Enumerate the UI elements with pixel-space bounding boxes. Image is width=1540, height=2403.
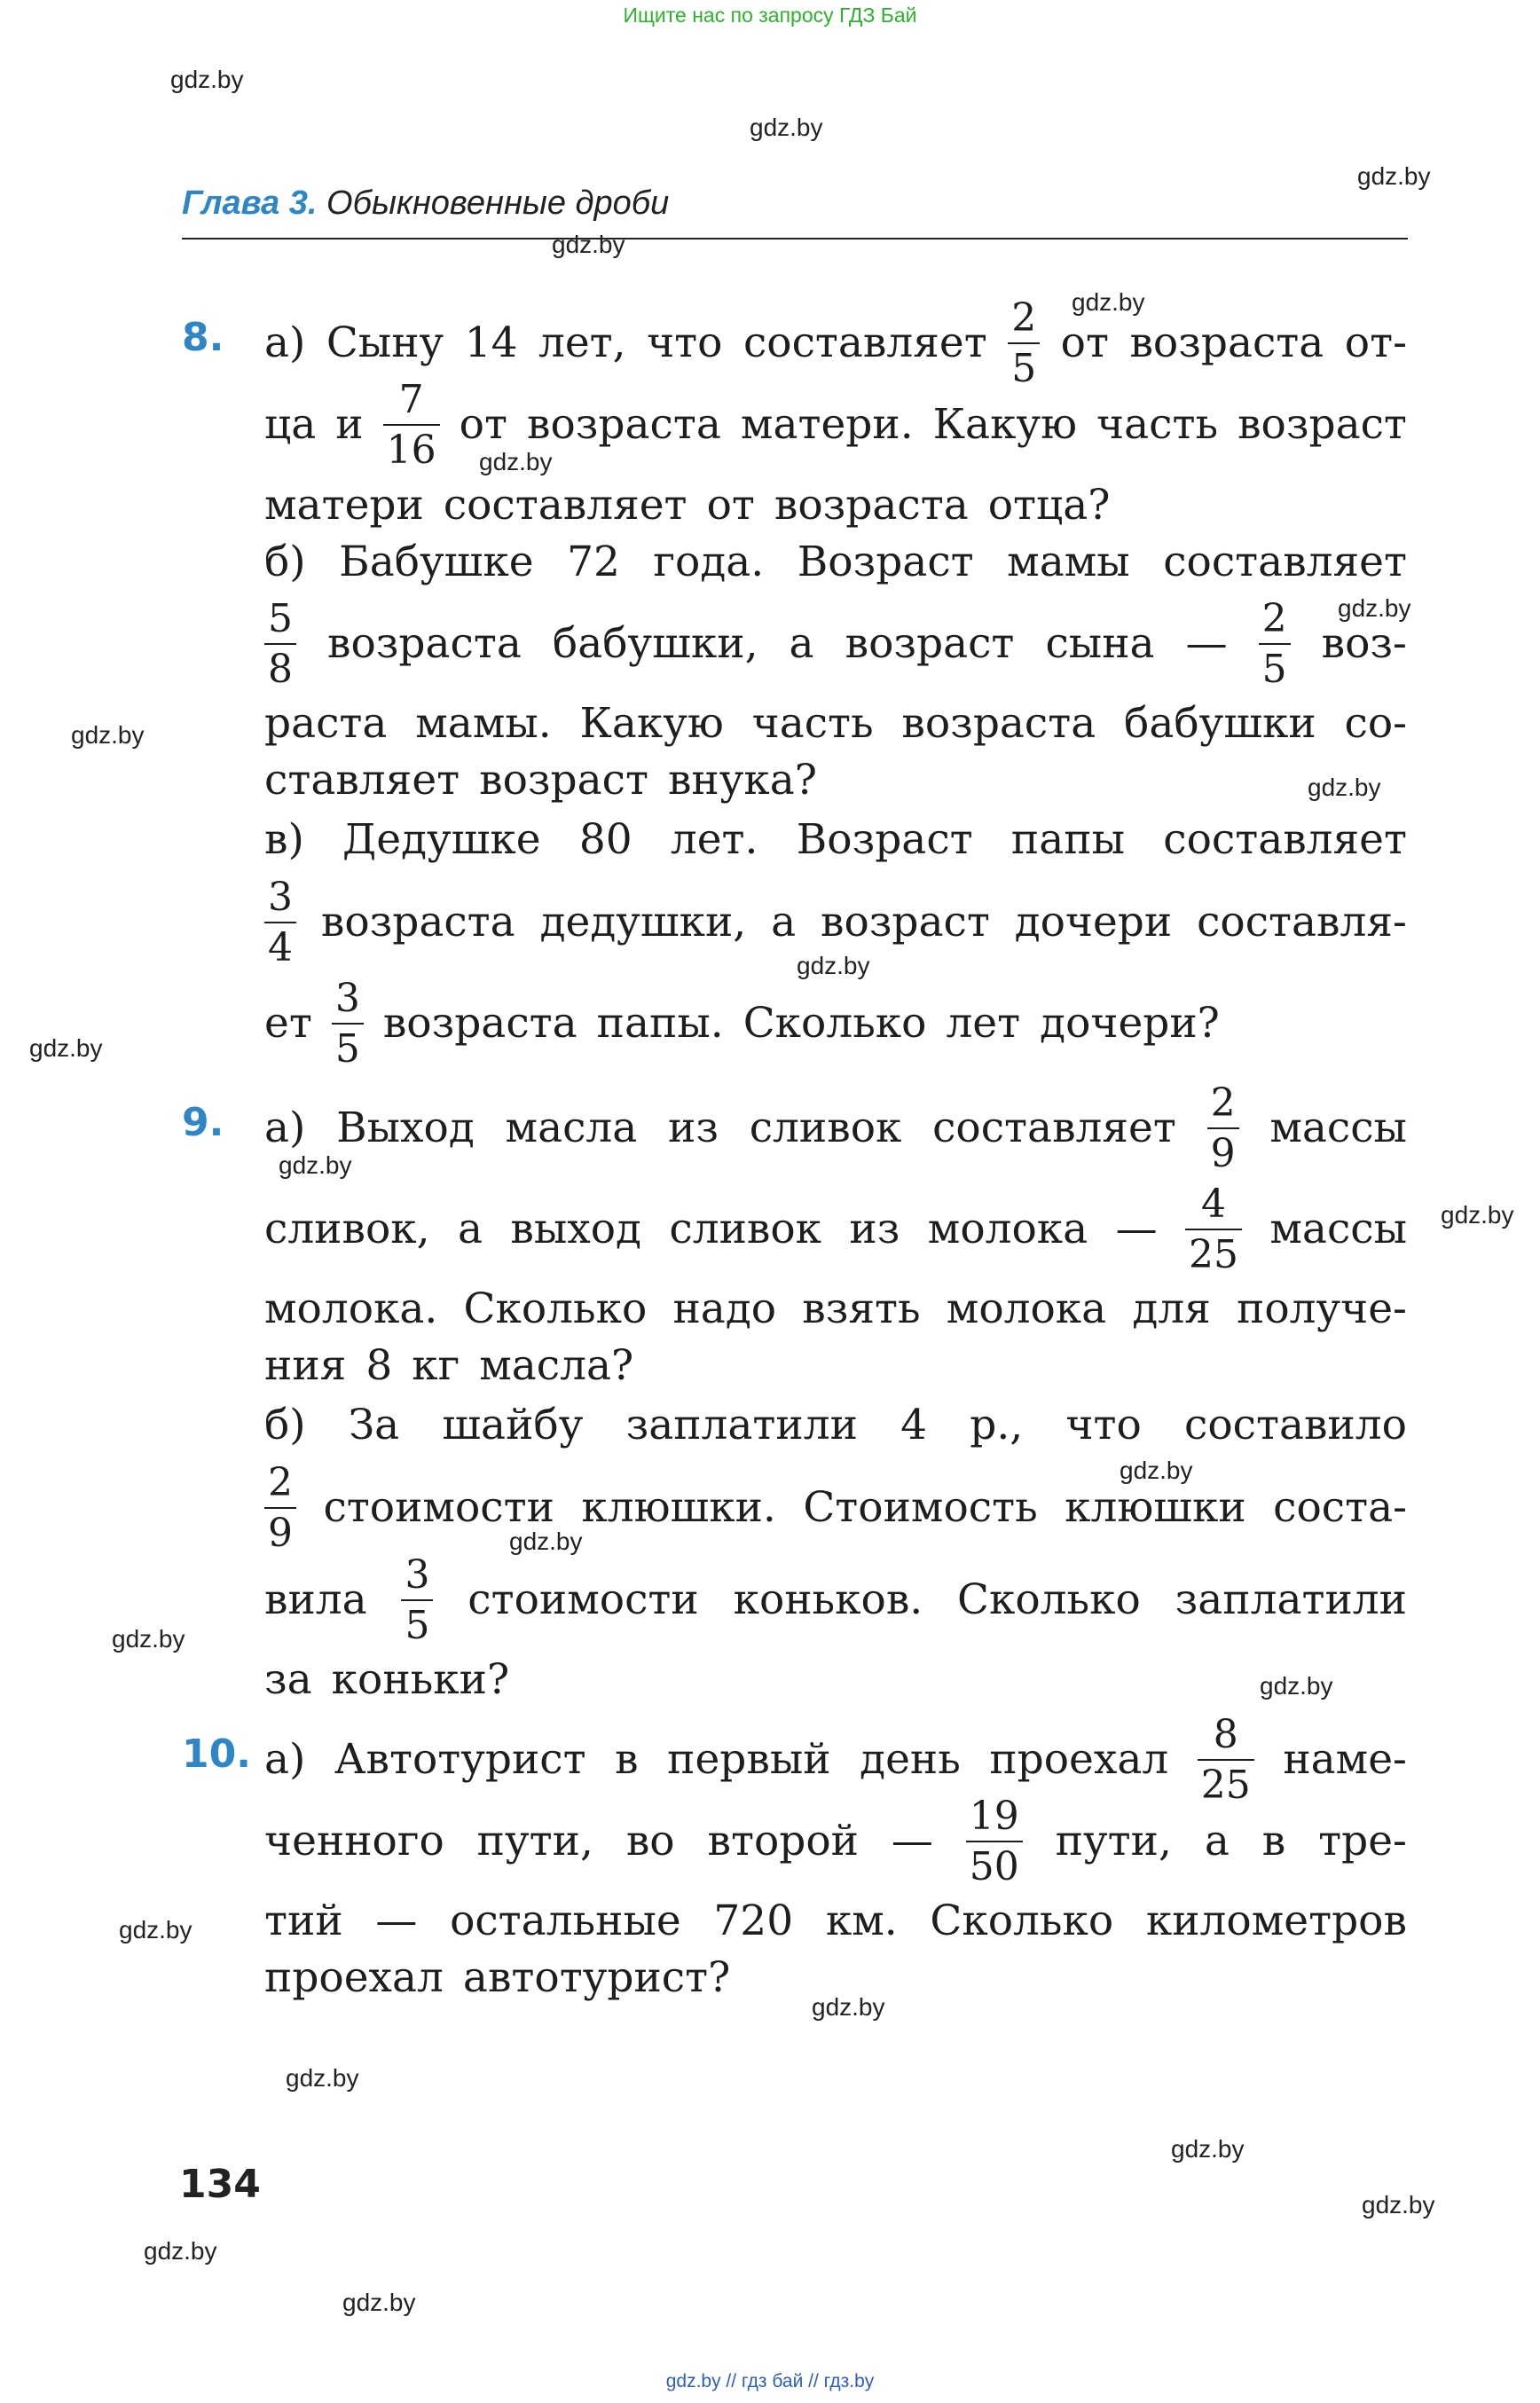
fraction-numerator: 3 bbox=[405, 1551, 430, 1598]
word: заплатили bbox=[625, 1401, 858, 1449]
fraction-numerator: 2 bbox=[268, 1459, 293, 1505]
problem-number-8: 8. bbox=[182, 315, 224, 360]
watermark: gdz.by bbox=[1357, 162, 1431, 190]
fraction-numerator: 5 bbox=[268, 595, 293, 641]
word: лет, bbox=[538, 318, 626, 367]
word: молока. bbox=[264, 1284, 438, 1333]
word: Сколько bbox=[742, 999, 927, 1048]
word: вила bbox=[264, 1575, 367, 1624]
word: проехал bbox=[989, 1735, 1169, 1784]
word: шайбу bbox=[442, 1401, 584, 1449]
word: составляет bbox=[1163, 538, 1407, 586]
word: а bbox=[1204, 1817, 1230, 1865]
word: в bbox=[615, 1735, 639, 1784]
header-rule bbox=[182, 238, 1408, 240]
watermark: gdz.by bbox=[1260, 1672, 1333, 1700]
word: составля- bbox=[1197, 898, 1407, 946]
word: возраст bbox=[845, 619, 1015, 668]
word: ставляет bbox=[264, 756, 460, 805]
word: Какую bbox=[932, 400, 1078, 449]
word: Сколько bbox=[463, 1284, 648, 1333]
word: наме- bbox=[1283, 1735, 1407, 1784]
problem-line bbox=[264, 1893, 1407, 1950]
problem-line bbox=[264, 1793, 1407, 1889]
fraction-denominator: 5 bbox=[1008, 342, 1040, 389]
word: молока bbox=[946, 1284, 1107, 1333]
word: день bbox=[860, 1735, 961, 1784]
problem-line bbox=[264, 975, 1407, 1072]
watermark: gdz.by bbox=[170, 66, 244, 93]
watermark: gdz.by bbox=[552, 231, 625, 258]
word: — bbox=[891, 1817, 933, 1865]
word: возраста bbox=[774, 481, 969, 530]
fraction bbox=[1207, 1080, 1239, 1176]
word: автотурист? bbox=[462, 1953, 731, 2002]
word: из bbox=[668, 1103, 719, 1152]
word: от- bbox=[1344, 318, 1407, 367]
top-banner: Ищите нас по запросу ГДЗ Бай bbox=[623, 4, 917, 27]
word: возраста bbox=[1129, 318, 1324, 367]
problem-line bbox=[264, 1551, 1407, 1648]
word: сливок, bbox=[264, 1205, 430, 1253]
word: из bbox=[849, 1205, 900, 1253]
watermark: gdz.by bbox=[29, 1034, 103, 1062]
word: коньков. bbox=[733, 1575, 923, 1624]
problem-number-10: 10. bbox=[182, 1732, 251, 1777]
fraction bbox=[1008, 294, 1040, 391]
word: а) bbox=[264, 1735, 306, 1784]
problem-line bbox=[264, 1338, 1407, 1394]
word: получе- bbox=[1237, 1284, 1407, 1333]
word: для bbox=[1132, 1284, 1211, 1333]
watermark: gdz.by bbox=[1308, 774, 1381, 801]
word: составляет bbox=[932, 1103, 1176, 1152]
word: матери bbox=[264, 481, 424, 530]
fraction bbox=[1259, 595, 1291, 692]
watermark: gdz.by bbox=[479, 448, 553, 475]
watermark: gdz.by bbox=[1072, 288, 1145, 316]
fraction-denominator: 50 bbox=[966, 1841, 1023, 1887]
word: р., bbox=[970, 1401, 1024, 1449]
word: надо bbox=[672, 1284, 777, 1333]
fraction-numerator: 2 bbox=[1011, 294, 1037, 341]
fraction-denominator: 8 bbox=[264, 643, 296, 689]
word: — bbox=[1185, 619, 1228, 668]
word: масла bbox=[505, 1103, 638, 1152]
word: возраст bbox=[821, 898, 990, 946]
word: первый bbox=[667, 1735, 831, 1784]
word: выход bbox=[510, 1205, 641, 1253]
word: — bbox=[1115, 1205, 1158, 1253]
fraction bbox=[264, 595, 296, 692]
word: Автотурист bbox=[334, 1735, 586, 1784]
word: молока bbox=[927, 1205, 1088, 1253]
word: тре- bbox=[1318, 1817, 1407, 1865]
word: возраст bbox=[479, 756, 648, 805]
fraction bbox=[966, 1793, 1023, 1889]
word: бабушки bbox=[1124, 699, 1316, 748]
word: отца? bbox=[987, 481, 1111, 530]
word: а bbox=[771, 898, 797, 946]
word: соста- bbox=[1273, 1483, 1407, 1532]
word: 720 bbox=[713, 1896, 794, 1945]
word: сливок bbox=[669, 1205, 822, 1253]
word: дочери bbox=[1014, 898, 1173, 946]
watermark: gdz.by bbox=[119, 1916, 192, 1944]
fraction bbox=[1198, 1711, 1254, 1808]
word: что bbox=[1065, 1401, 1142, 1449]
word: б) bbox=[264, 538, 306, 586]
chapter-header bbox=[182, 185, 1406, 223]
watermark: gdz.by bbox=[797, 952, 870, 979]
word: во bbox=[625, 1817, 675, 1865]
watermark: gdz.by bbox=[71, 721, 145, 749]
word: сливок bbox=[749, 1103, 902, 1152]
watermark: gdz.by bbox=[1120, 1457, 1193, 1484]
word: Дедушке bbox=[342, 815, 541, 864]
watermark: gdz.by bbox=[286, 2064, 359, 2092]
word: 80 bbox=[578, 815, 632, 864]
word: в bbox=[1261, 1817, 1286, 1865]
word: часть bbox=[1096, 400, 1219, 449]
word: возраста bbox=[320, 898, 515, 946]
watermark: gdz.by bbox=[750, 114, 823, 141]
page-number: 134 bbox=[179, 2162, 261, 2207]
word: второй bbox=[707, 1817, 859, 1865]
fraction-denominator: 9 bbox=[264, 1507, 296, 1553]
fraction-denominator: 5 bbox=[1259, 643, 1291, 689]
word: что bbox=[647, 318, 723, 367]
word: Бабушке bbox=[339, 538, 534, 586]
word: дедушки, bbox=[539, 898, 747, 946]
watermark: gdz.by bbox=[812, 1993, 885, 2021]
word: от bbox=[706, 481, 755, 530]
fraction-denominator: 25 bbox=[1198, 1759, 1254, 1805]
word: Сыну bbox=[326, 318, 444, 367]
watermark: gdz.by bbox=[509, 1527, 583, 1555]
word: кг bbox=[412, 1341, 460, 1390]
fraction-denominator: 5 bbox=[332, 1023, 364, 1069]
word: папы. bbox=[596, 999, 724, 1048]
watermark: gdz.by bbox=[1441, 1201, 1514, 1229]
word: ченного bbox=[264, 1817, 444, 1865]
word: проехал bbox=[264, 1953, 444, 2002]
fraction-denominator: 25 bbox=[1185, 1229, 1242, 1275]
word: лет bbox=[946, 999, 1021, 1048]
word: а) bbox=[264, 318, 306, 367]
word: массы bbox=[1269, 1205, 1407, 1253]
problem-line bbox=[264, 752, 1407, 809]
problem-line bbox=[264, 477, 1407, 534]
fraction-denominator: 16 bbox=[383, 424, 440, 470]
problem-line bbox=[264, 695, 1407, 752]
chapter-number: Глава 3. bbox=[182, 185, 318, 222]
problem-number-9: 9. bbox=[182, 1100, 224, 1145]
word: остальные bbox=[450, 1896, 681, 1945]
fraction-numerator: 3 bbox=[334, 975, 360, 1021]
chapter-title: Обыкновенные дроби bbox=[317, 185, 670, 222]
fraction-numerator: 3 bbox=[268, 874, 293, 920]
word: возраста bbox=[327, 619, 522, 668]
watermark: gdz.by bbox=[342, 2289, 416, 2316]
word: сына bbox=[1045, 619, 1155, 668]
word: 72 bbox=[567, 538, 620, 586]
word: ния bbox=[264, 1341, 347, 1390]
word: возраста bbox=[382, 999, 578, 1048]
fraction bbox=[264, 1459, 296, 1556]
word: 14 bbox=[464, 318, 518, 367]
problem-line bbox=[264, 534, 1407, 591]
fraction bbox=[1185, 1181, 1242, 1277]
footer-banner: gdz.by // гдз бай // гдз.by bbox=[665, 2371, 875, 2391]
word: возраст bbox=[1238, 400, 1407, 449]
word: часть bbox=[751, 699, 874, 748]
fraction bbox=[264, 874, 296, 970]
word: от bbox=[1060, 318, 1109, 367]
word: пути, bbox=[1055, 1817, 1172, 1865]
watermark: gdz.by bbox=[279, 1151, 352, 1179]
word: ет bbox=[264, 999, 312, 1048]
word: Возраст bbox=[796, 815, 973, 864]
word: Какую bbox=[579, 699, 724, 748]
word: а bbox=[789, 619, 814, 668]
word: 4 bbox=[900, 1401, 928, 1449]
word: За bbox=[348, 1401, 400, 1449]
word: мамы bbox=[1007, 538, 1130, 586]
watermark: gdz.by bbox=[112, 1625, 185, 1653]
problem-line bbox=[264, 1711, 1407, 1808]
word: составляет bbox=[1163, 815, 1407, 864]
word: составляет bbox=[443, 481, 688, 530]
word: лет. bbox=[670, 815, 758, 864]
watermark: gdz.by bbox=[144, 2237, 217, 2265]
watermark: gdz.by bbox=[1338, 594, 1411, 622]
word: Выход bbox=[336, 1103, 475, 1152]
word: от bbox=[459, 400, 507, 449]
word: составляет bbox=[742, 318, 987, 367]
word: со- bbox=[1344, 699, 1407, 748]
word: — bbox=[375, 1896, 418, 1945]
word: а) bbox=[264, 1103, 306, 1152]
word: взять bbox=[802, 1284, 921, 1333]
word: возраста bbox=[901, 699, 1096, 748]
word: воз- bbox=[1321, 619, 1407, 668]
word: стоимости bbox=[468, 1575, 699, 1624]
fraction bbox=[383, 376, 440, 473]
word: возраста bbox=[527, 400, 721, 449]
fraction-numerator: 7 bbox=[398, 376, 424, 422]
word: за bbox=[264, 1655, 312, 1704]
fraction-numerator: 2 bbox=[1261, 595, 1287, 641]
problem-line bbox=[264, 1397, 1407, 1454]
word: Стоимость bbox=[803, 1483, 1038, 1532]
fraction bbox=[401, 1551, 433, 1648]
fraction-numerator: 4 bbox=[1200, 1181, 1226, 1227]
problem-line bbox=[264, 1652, 1407, 1708]
word: Возраст bbox=[797, 538, 974, 586]
word: Сколько bbox=[930, 1896, 1114, 1945]
problem-line bbox=[264, 812, 1407, 868]
word: пути, bbox=[476, 1817, 593, 1865]
word: клюшки. bbox=[581, 1483, 776, 1532]
word: массы bbox=[1269, 1103, 1407, 1152]
word: километров bbox=[1145, 1896, 1407, 1945]
fraction bbox=[332, 975, 364, 1072]
fraction-numerator: 19 bbox=[969, 1793, 1019, 1839]
word: коньки? bbox=[331, 1655, 510, 1704]
fraction-numerator: 2 bbox=[1210, 1080, 1236, 1126]
fraction-numerator: 8 bbox=[1213, 1711, 1238, 1757]
watermark: gdz.by bbox=[1362, 2191, 1435, 2218]
word: дочери? bbox=[1040, 999, 1220, 1048]
word: б) bbox=[264, 1401, 306, 1449]
word: внука? bbox=[667, 756, 818, 805]
watermark: gdz.by bbox=[1171, 2135, 1245, 2163]
word: мамы. bbox=[415, 699, 552, 748]
problem-line bbox=[264, 1281, 1407, 1338]
word: матери. bbox=[740, 400, 914, 449]
word: стоимости bbox=[323, 1483, 554, 1532]
word: а bbox=[457, 1205, 483, 1253]
word: года. bbox=[653, 538, 765, 586]
word: масла? bbox=[479, 1341, 634, 1390]
word: Сколько bbox=[957, 1575, 1141, 1624]
word: клюшки bbox=[1065, 1483, 1246, 1532]
word: заплатили bbox=[1175, 1575, 1407, 1624]
word: ца bbox=[264, 400, 317, 449]
word: составило bbox=[1184, 1401, 1407, 1449]
word: раста bbox=[264, 699, 388, 748]
word: 8 bbox=[365, 1341, 393, 1390]
fraction-denominator: 4 bbox=[264, 922, 296, 968]
fraction-denominator: 5 bbox=[401, 1599, 433, 1645]
word: и bbox=[335, 400, 364, 449]
word: тий bbox=[264, 1896, 343, 1945]
word: в) bbox=[264, 815, 304, 864]
fraction-denominator: 9 bbox=[1207, 1127, 1239, 1174]
problem-line bbox=[264, 1181, 1407, 1277]
word: папы bbox=[1010, 815, 1125, 864]
word: бабушки, bbox=[552, 619, 758, 668]
word: км. bbox=[825, 1896, 898, 1945]
